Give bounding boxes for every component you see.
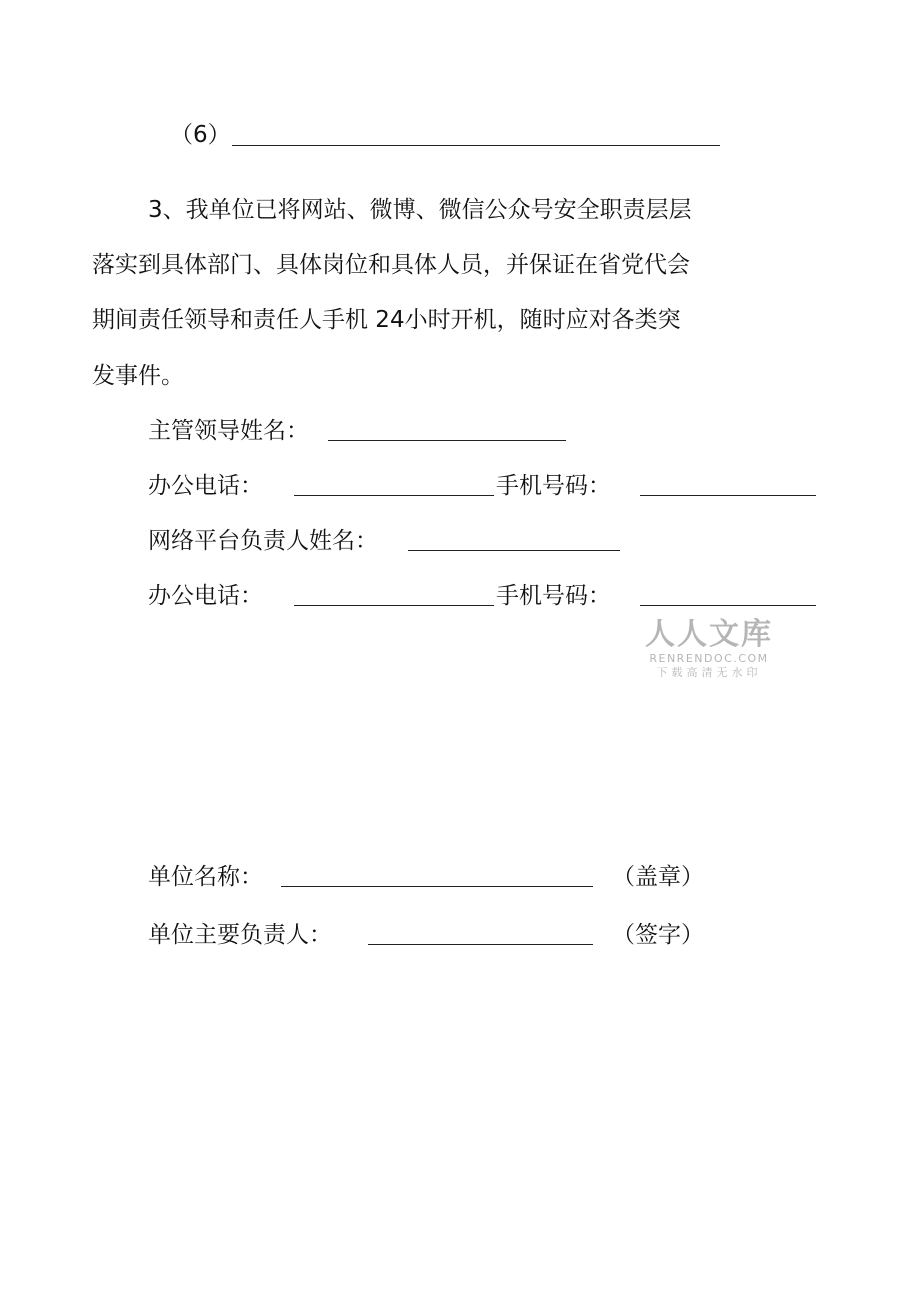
unit-head-field[interactable] bbox=[368, 944, 593, 945]
paragraph-3-line-1: 3、我单位已将网站、微博、微信公众号安全职责层层 bbox=[148, 197, 692, 223]
platform-owner-name-label: 网络平台负责人姓名： bbox=[148, 528, 378, 554]
item-6-label: （6） bbox=[170, 122, 231, 148]
mobile-label: 手机号码： bbox=[496, 473, 611, 499]
sign-note: （签字） bbox=[612, 922, 704, 948]
watermark-domain: RENRENDOC.COM bbox=[649, 652, 769, 665]
office-phone-field[interactable] bbox=[294, 495, 494, 496]
mobile-field[interactable] bbox=[640, 495, 816, 496]
office-phone-field-2[interactable] bbox=[294, 605, 494, 606]
paragraph-3-line-2: 落实到具体部门、具体岗位和具体人员，并保证在省党代会 bbox=[92, 252, 690, 278]
office-phone-label: 办公电话： bbox=[148, 473, 263, 499]
item-6-blank-line[interactable] bbox=[232, 145, 720, 146]
mobile-label-2: 手机号码： bbox=[496, 583, 611, 609]
platform-owner-name-field[interactable] bbox=[408, 550, 620, 551]
watermark-title: 人人文库 bbox=[645, 617, 773, 652]
stamp-note: （盖章） bbox=[612, 864, 704, 890]
watermark-subtitle: 下载高清无水印 bbox=[656, 666, 762, 679]
unit-name-field[interactable] bbox=[281, 886, 593, 887]
office-phone-label-2: 办公电话： bbox=[148, 583, 263, 609]
unit-name-label: 单位名称： bbox=[148, 864, 263, 890]
mobile-field-2[interactable] bbox=[640, 605, 816, 606]
renrendoc-watermark bbox=[644, 618, 774, 680]
leader-name-field[interactable] bbox=[328, 440, 566, 441]
leader-name-label: 主管领导姓名： bbox=[148, 418, 309, 444]
unit-head-label: 单位主要负责人： bbox=[148, 922, 332, 948]
paragraph-3-line-4: 发事件。 bbox=[92, 363, 184, 389]
paragraph-3-line-3: 期间责任领导和责任人手机 24小时开机，随时应对各类突 bbox=[92, 307, 681, 333]
